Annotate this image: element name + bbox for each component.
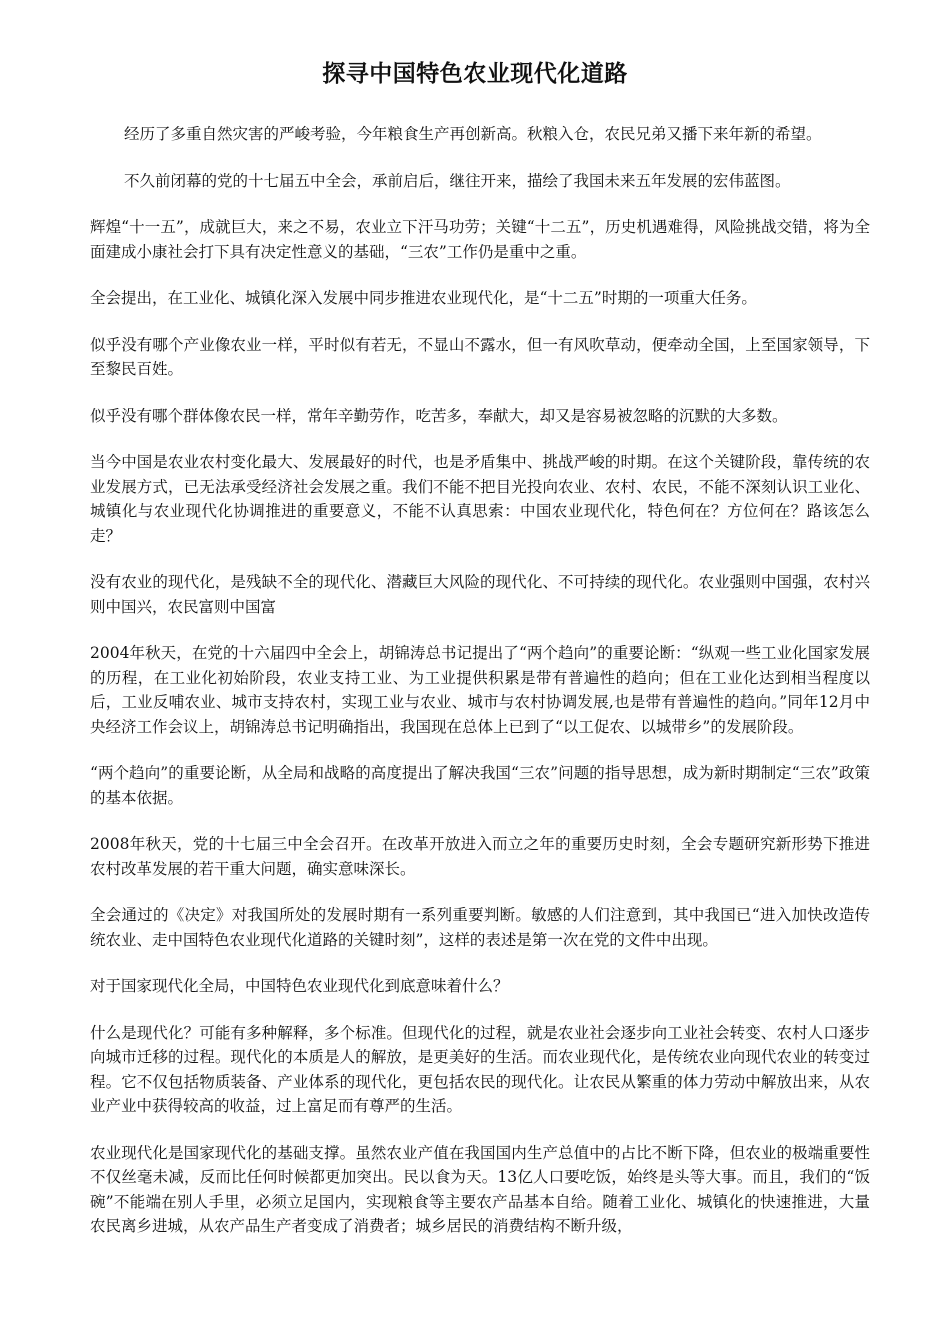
paragraph: 似乎没有哪个群体像农民一样，常年辛勤劳作，吃苦多，奉献大，却又是容易被忽略的沉默的大多数。 bbox=[90, 406, 788, 425]
paragraph: 2004年秋天，在党的十六届四中全会上，胡锦涛总书记提出了“两个趋向”的重要论断：“纵观一些工业化国家发展的历程，在工业化初始阶段，农业支持工业、为工业提供积累是带有普遍性的趋向；但在工业化达到相当程度以后，工业反哺农业、城市支持农村，实现工业与农业、城市与农村协调发展,也是带有普遍性的趋向。”同年12月中央经济工作会议上，胡锦涛总书记明确指出，我国现在总体上已到了“以工促农、以城带乡”的发展阶段。 bbox=[90, 644, 870, 736]
document-title: 探寻中国特色农业现代化道路 bbox=[322, 61, 628, 87]
paragraph: 什么是现代化？可能有多种解释，多个标准。但现代化的过程，就是农业社会逐步向工业社会转变、农村人口逐步向城市迁移的过程。现代化的本质是人的解放，是更美好的生活。而农业现代化，是传统农业向现代农业的转变过程。它不仅包括物质装备、产业体系的现代化，更包括农民的现代化。让农民从繁重的体力劳动中解放出来，从农业产业中获得较高的收益，过上富足而有尊严的生活。 bbox=[90, 1023, 870, 1115]
document-body bbox=[90, 122, 870, 1261]
paragraph: 辉煌“十一五”，成就巨大，来之不易，农业立下汗马功劳；关键“十二五”，历史机遇难得，风险挑战交错，将为全面建成小康社会打下具有决定性意义的基础，“三农”工作仍是重中之重。 bbox=[90, 218, 870, 261]
paragraph: 当今中国是农业农村变化最大、发展最好的时代，也是矛盾集中、挑战严峻的时期。在这个关键阶段，靠传统的农业发展方式，已无法承受经济社会发展之重。我们不能不把目光投向农业、农村、农民，不能不深刻认识工业化、城镇化与农业现代化协调推进的重要意义，不能不认真思索：中国农业现代化，特色何在？方位何在？路该怎么走？ bbox=[90, 453, 870, 545]
paragraph: 没有农业的现代化，是残缺不全的现代化、潜藏巨大风险的现代化、不可持续的现代化。农业强则中国强，农村兴则中国兴，农民富则中国富 bbox=[90, 573, 870, 616]
paragraph: 不久前闭幕的党的十七届五中全会，承前启后，继往开来，描绘了我国未来五年发展的宏伟蓝图。 bbox=[124, 171, 791, 190]
paragraph: 对于国家现代化全局，中国特色农业现代化到底意味着什么？ bbox=[90, 977, 509, 995]
paragraph: 2008年秋天，党的十七届三中全会召开。在改革开放进入而立之年的重要历史时刻，全会专题研究新形势下推进农村改革发展的若干重大问题，确实意味深长。 bbox=[90, 835, 870, 878]
paragraph: 似乎没有哪个产业像农业一样，平时似有若无，不显山不露水，但一有风吹草动，便牵动全国，上至国家领导，下至黎民百姓。 bbox=[90, 335, 870, 378]
paragraph: 全会提出，在工业化、城镇化深入发展中同步推进农业现代化，是“十二五”时期的一项重大任务。 bbox=[90, 289, 757, 307]
paragraph: 全会通过的《决定》对我国所处的发展时期有一系列重要判断。敏感的人们注意到，其中我国已“进入加快改造传统农业、走中国特色农业现代化道路的关键时刻”，这样的表述是第一次在党的文件中出现。 bbox=[90, 906, 870, 949]
paragraph: 经历了多重自然灾害的严峻考验，今年粮食生产再创新高。秋粮入仓，农民兄弟又播下来年新的希望。 bbox=[124, 125, 822, 143]
paragraph: 农业现代化是国家现代化的基础支撑。虽然农业产值在我国国内生产总值中的占比不断下降，但农业的极端重要性不仅丝毫未减，反而比任何时候都更加突出。民以食为天。13亿人口要吃饭，始终是头等大事。而且，我们的“饭碗”不能端在别人手里，必须立足国内，实现粮食等主要农产品基本自给。随着工业化、城镇化的快速推进，大量农民离乡进城，从农产品生产者变成了消费者；城乡居民的消费结构不断升级， bbox=[90, 1143, 870, 1235]
paragraph: “两个趋向”的重要论断，从全局和战略的高度提出了解决我国“三农”问题的指导思想，成为新时期制定“三农”政策的基本依据。 bbox=[90, 764, 870, 807]
